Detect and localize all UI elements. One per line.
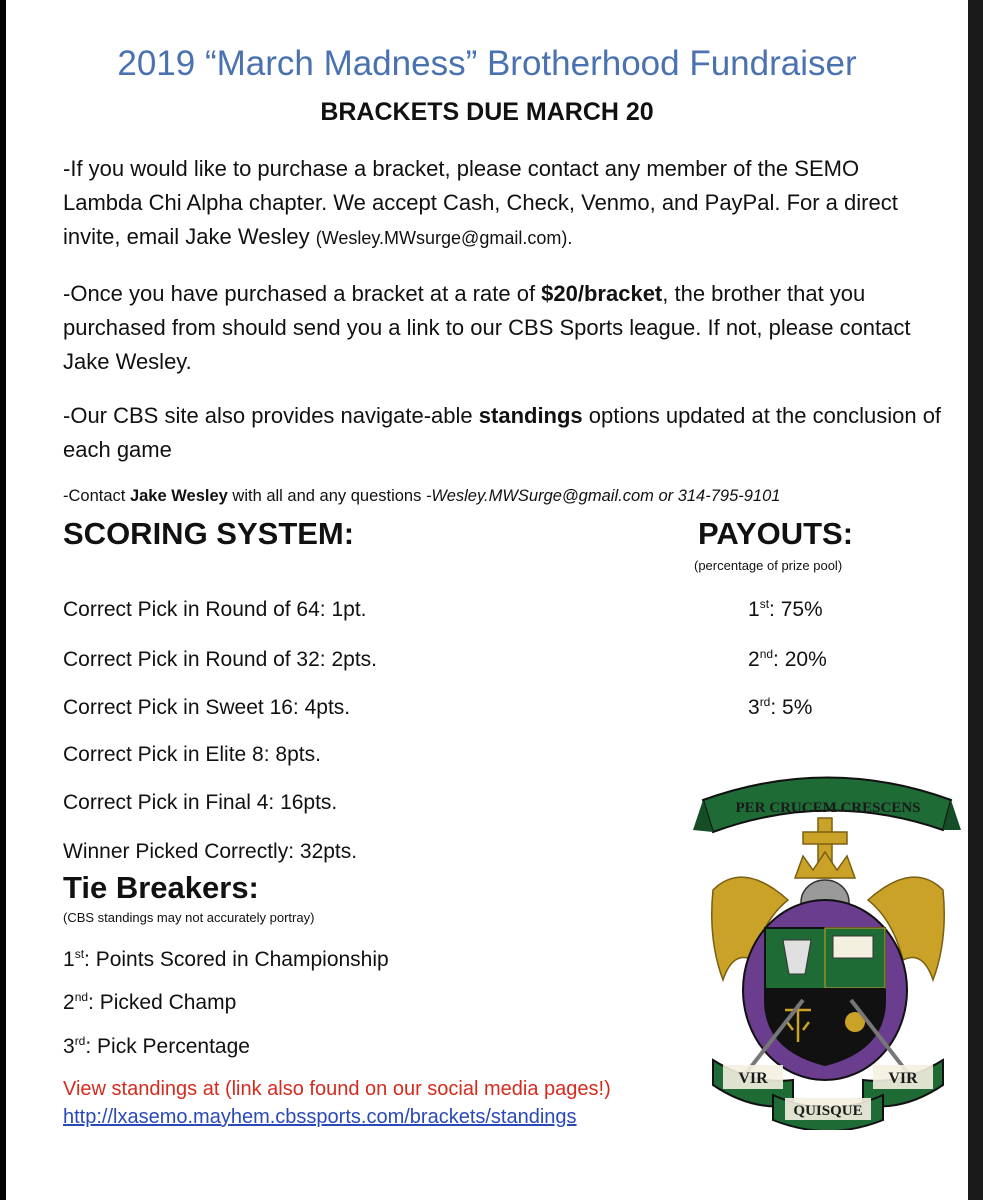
crest-book-icon xyxy=(833,936,873,958)
payouts-heading: PAYOUTS: xyxy=(698,516,854,551)
payout-value: : 20% xyxy=(773,648,827,671)
scoring-heading: SCORING SYSTEM: xyxy=(63,516,355,551)
payout-second xyxy=(748,648,827,672)
payout-first xyxy=(748,598,823,622)
standings-text-before: -Our CBS site also provides navigate-able xyxy=(63,403,479,428)
page-title: 2019 “March Madness” Brotherhood Fundraiser xyxy=(117,44,857,83)
rate-text-before: -Once you have purchased a bracket at a rate of xyxy=(63,281,542,306)
payout-value: : 75% xyxy=(769,598,823,621)
contact-name: Jake Wesley xyxy=(129,487,228,505)
crest-motto-top: PER CRUCEM CRESCENS xyxy=(735,800,921,816)
tiebreaker-rank: 3 xyxy=(63,1035,75,1058)
direct-invite-email: (Wesley.MWsurge@gmail.com). xyxy=(315,228,573,248)
tiebreaker-suffix: st xyxy=(74,947,85,961)
scoring-item: Correct Pick in Elite 8: 8pts. xyxy=(63,743,321,766)
flyer-page xyxy=(6,0,968,1200)
payout-suffix: st xyxy=(759,597,770,611)
standings-paragraph xyxy=(63,399,943,467)
payout-suffix: rd xyxy=(759,695,771,709)
due-date-heading: BRACKETS DUE MARCH 20 xyxy=(320,98,654,126)
scoring-item: Correct Pick in Round of 64: 1pt. xyxy=(63,598,367,621)
payout-third xyxy=(748,696,812,720)
tiebreaker-text: : Points Scored in Championship xyxy=(84,948,389,971)
crest-motto-left: VIR xyxy=(738,1070,768,1087)
contact-middle: with all and any questions xyxy=(227,487,426,505)
payout-rank: 3 xyxy=(748,696,760,719)
payout-rank: 1 xyxy=(748,598,760,621)
rate-text-after: , the brother that you purchased from should send you a link to our CBS Sports league. If not, please contact Jake Wesley. xyxy=(63,281,911,374)
crest-crown xyxy=(795,852,855,878)
tiebreakers-note: (CBS standings may not accurately portray) xyxy=(63,910,315,925)
standings-text-after: options updated at the conclusion of each game xyxy=(63,403,942,462)
payout-rank: 2 xyxy=(748,648,760,671)
bracket-price: $20/bracket xyxy=(541,281,663,306)
crest-motto-right: VIR xyxy=(888,1070,918,1087)
tiebreakers-heading: Tie Breakers: xyxy=(63,870,259,905)
payouts-note: (percentage of prize pool) xyxy=(694,558,843,573)
tiebreaker-item xyxy=(63,948,389,972)
scoring-item: Correct Pick in Round of 32: 2pts. xyxy=(63,648,377,671)
contact-details: -Wesley.MWSurge@gmail.com or 314-795-9101 xyxy=(425,487,781,505)
scoring-item: Winner Picked Correctly: 32pts. xyxy=(63,840,358,863)
purchase-paragraph xyxy=(63,152,943,255)
standings-bold: standings xyxy=(478,403,583,428)
scoring-item: Correct Pick in Final 4: 16pts. xyxy=(63,791,338,814)
scoring-item: Correct Pick in Sweet 16: 4pts. xyxy=(63,696,351,719)
contact-prefix: -Contact xyxy=(63,487,130,505)
tiebreaker-rank: 1 xyxy=(63,948,75,971)
tiebreaker-item xyxy=(63,1035,250,1059)
standings-link[interactable]: http://lxasemo.mayhem.cbssports.com/brackets/standings xyxy=(63,1106,577,1128)
tiebreaker-text: : Pick Percentage xyxy=(85,1035,250,1058)
tiebreaker-suffix: nd xyxy=(74,990,89,1004)
tiebreaker-text: : Picked Champ xyxy=(88,991,237,1014)
payout-suffix: nd xyxy=(759,647,774,661)
payout-value: : 5% xyxy=(770,696,813,719)
fraternity-crest xyxy=(693,760,963,1130)
crest-motto-bottom: QUISQUE xyxy=(793,1103,863,1119)
tiebreaker-rank: 2 xyxy=(63,991,75,1014)
rate-paragraph xyxy=(63,277,943,379)
right-edge-strip xyxy=(968,0,983,1200)
standings-label: View standings at (link also found on our social media pages!) xyxy=(63,1078,611,1100)
purchase-text: -If you would like to purchase a bracket, please contact any member of the SEMO Lambda Chi Alpha chapter. We accept Cash, Check, Venmo, and PayPal. For a direct invite, email Jake Wesley xyxy=(63,156,898,249)
tiebreaker-item xyxy=(63,991,236,1015)
contact-line xyxy=(63,487,780,506)
crest-cross-horizontal xyxy=(803,832,847,844)
tiebreaker-suffix: rd xyxy=(74,1034,86,1048)
